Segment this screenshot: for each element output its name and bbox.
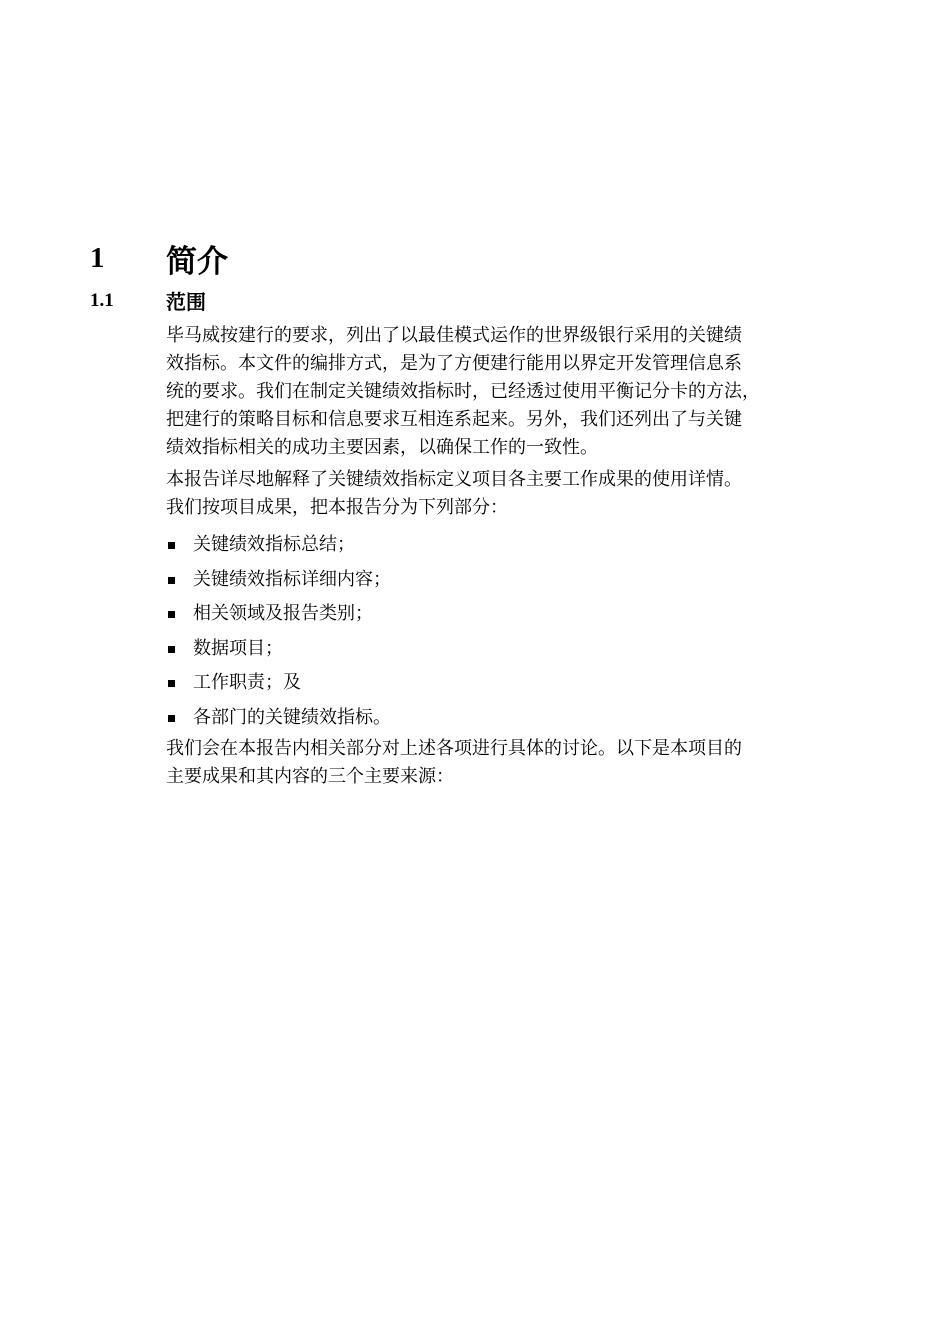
heading-2-title: 范围 <box>166 290 206 314</box>
list-item <box>166 632 856 667</box>
square-bullet-icon <box>168 577 175 584</box>
list-item <box>166 563 856 598</box>
square-bullet-icon <box>168 680 175 687</box>
square-bullet-icon <box>168 715 175 722</box>
paragraph-line: 我们会在本报告内相关部分对上述各项进行具体的讨论。以下是本项目的 <box>166 738 742 759</box>
heading-2-number: 1.1 <box>90 290 114 311</box>
paragraph-line: 我们按项目成果，把本报告分为下列部分： <box>166 497 508 518</box>
paragraph-line: 毕马威按建行的要求，列出了以最佳模式运作的世界级银行采用的关键绩 <box>166 325 742 346</box>
paragraph-line: 把建行的策略目标和信息要求互相连系起来。另外，我们还列出了与关键 <box>166 409 742 430</box>
square-bullet-icon <box>168 611 175 618</box>
list-item-text: 各部门的关键绩效指标。 <box>193 706 391 728</box>
list-item-text: 工作职责；及 <box>193 672 301 693</box>
paragraph-line: 主要成果和其内容的三个主要来源： <box>166 766 454 787</box>
paragraph-line: 统的要求。我们在制定关键绩效指标时，已经透过使用平衡记分卡的方法， <box>166 381 760 402</box>
paragraph-line: 效指标。本文件的编排方式，是为了方便建行能用以界定开发管理信息系 <box>166 353 742 374</box>
list-item-text: 数据项目； <box>193 637 283 659</box>
list-item <box>166 597 856 632</box>
paragraph-discussion <box>166 735 856 791</box>
paragraph-line: 绩效指标相关的成功主要因素，以确保工作的一致性。 <box>166 437 598 458</box>
paragraph-scope-intro <box>166 322 856 462</box>
heading-1-number: 1 <box>90 241 105 274</box>
list-item <box>166 666 856 701</box>
square-bullet-icon <box>168 646 175 653</box>
paragraph-line: 本报告详尽地解释了关键绩效指标定义项目各主要工作成果的使用详情。 <box>166 469 742 490</box>
list-item <box>166 701 856 736</box>
paragraph-report-structure <box>166 466 856 522</box>
list-item <box>166 528 856 563</box>
list-item-text: 相关领域及报告类别； <box>193 603 373 624</box>
list-item-text: 关键绩效指标总结； <box>193 534 355 555</box>
bullet-list <box>166 528 856 735</box>
list-item-text: 关键绩效指标详细内容； <box>193 568 391 590</box>
square-bullet-icon <box>168 542 175 549</box>
heading-1-title: 简介 <box>166 243 228 280</box>
